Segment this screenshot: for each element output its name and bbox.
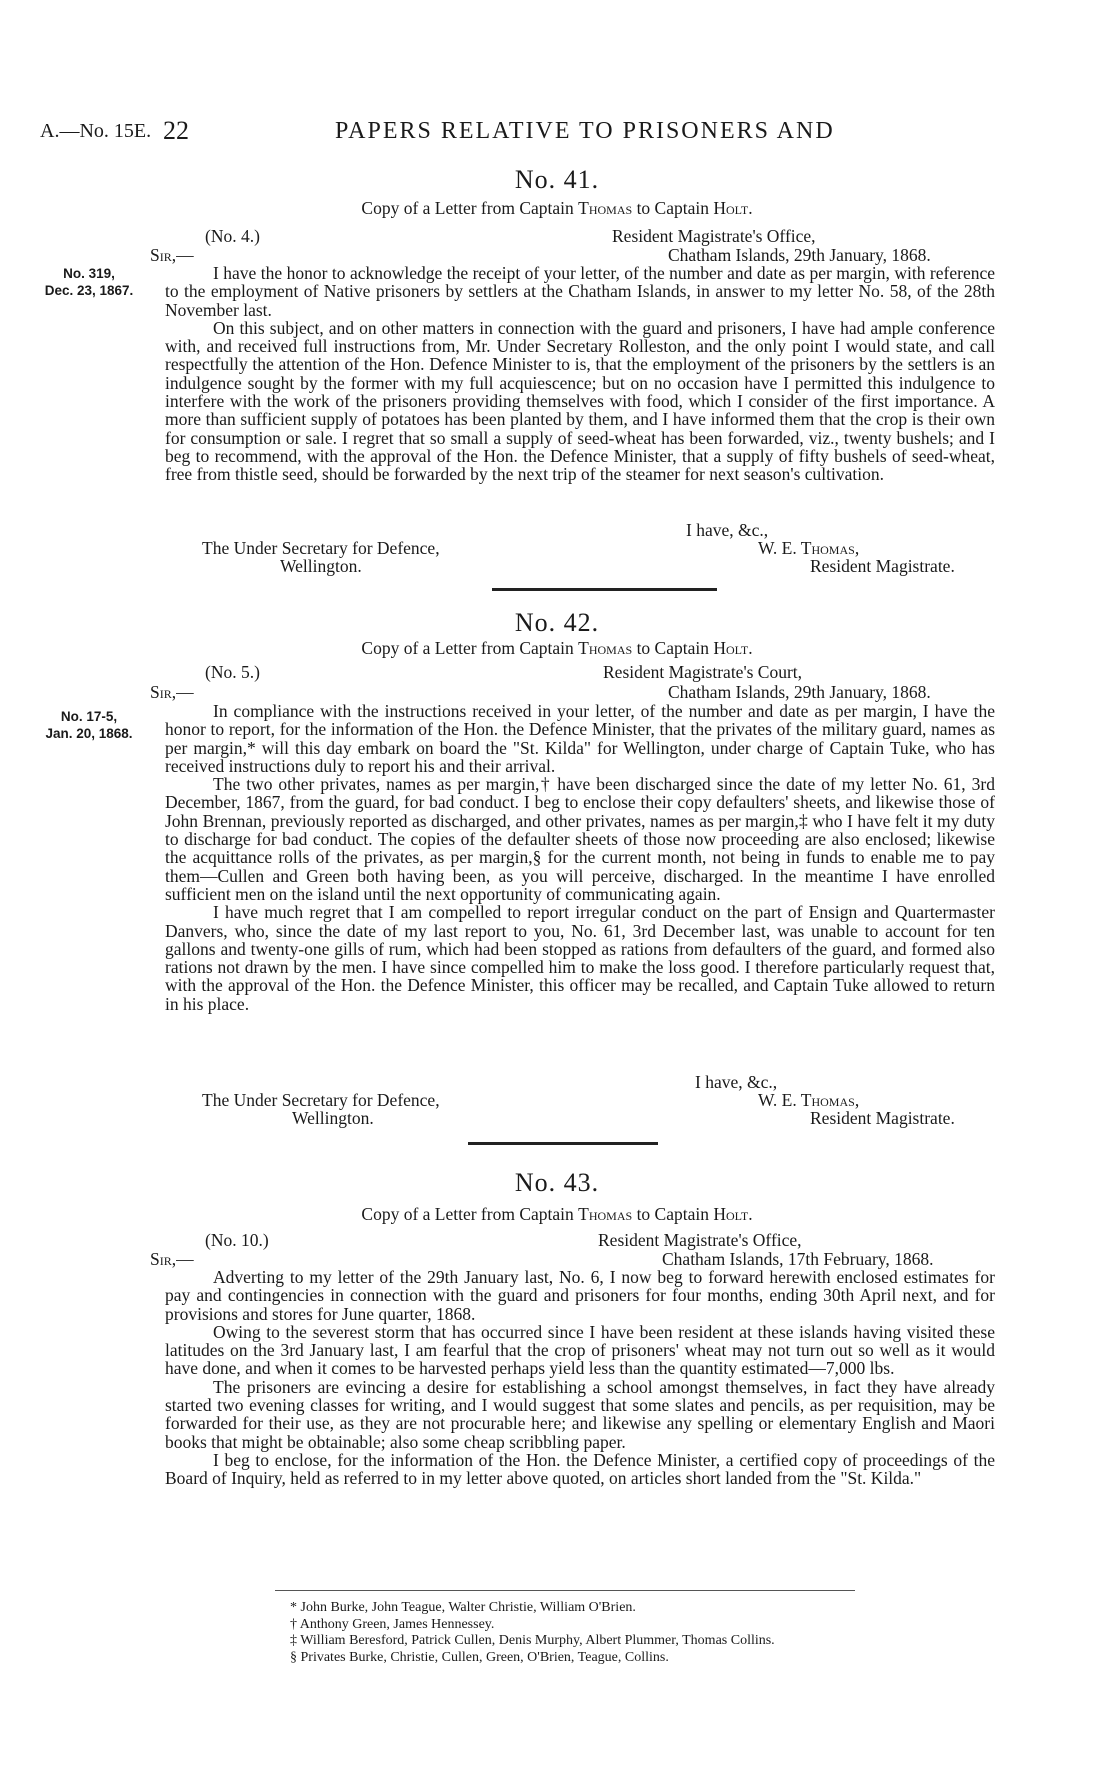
letter-ref-no: (No. 4.) [205,226,260,246]
paragraph: I have the honor to acknowledge the receipt of your letter, of the number and date as per margin, with reference to the employment of Native prisoners by settlers at the Chatham Islands, in answer to my letter No. 58, of the 28th November last. [165,263,995,320]
paragraph: The prisoners are evincing a desire for establishing a school amongst themselves, in fact they have already started two evening classes for writing, and I would suggest that some slates and pencils, as per requisition, may be forwarded for their use, as they are not procurable here; and likewise any spelling or elementary English and Maori books that might be obtainable; also some cheap scribbling paper. [165,1376,995,1452]
footnote: † Anthony Green, James Hennessey. [290,1616,495,1632]
margin-note: No. 319, Dec. 23, 1867. [44,266,134,298]
footnote: ‡ William Beresford, Patrick Cullen, Denis Murphy, Albert Plummer, Thomas Collins. [290,1633,775,1648]
addressee: The Under Secretary for Defence, [202,1090,440,1110]
divider-rule [492,588,717,591]
paragraph: I beg to enclose, for the information of the Hon. the Defence Minister, a certified copy of proceedings of the Board of Inquiry, held as referred to in my letter above quoted, on articles short landed from the "St. Kilda." [165,1449,995,1489]
letter-closing: I have, &c., [686,520,769,540]
letter-ref-no: (No. 10.) [205,1230,269,1250]
signature: W. E. Thomas, [758,1090,860,1110]
signature-title: Resident Magistrate. [810,556,955,576]
paragraph: I have much regret that I am compelled to report irregular conduct on the part of Ensign and Quartermaster Danvers, who, since the date of my last report to you, No. 61, 3rd December last, was unable to account for ten gallons and twenty-one gills of rum, which had been stopped as rations from defaulters of the guard, and formed also rations not drawn by the men. I have since compelled him to make the loss good. I therefore particularly request that, with the approval of the Hon. the Defence Minister, this officer may be recalled, and Captain Tuke allowed to return in his place. [165,902,995,1014]
footnote-rule [275,1590,855,1591]
salutation: Sir,— [150,1249,194,1269]
salutation: Sir,— [150,245,194,265]
letter-body [165,702,995,1013]
addressee-place: Wellington. [292,1108,374,1128]
footnote: * John Burke, John Teague, Walter Christie, William O'Brien. [290,1600,636,1615]
paragraph: In compliance with the instructions received in your letter, of the number and date as per margin, I have the honor to report, for the information of the Hon. the Defence Minister, that the privates of the military guard, names as per margin,* will this day embark on board the "St. Kilda" for Wellington, under charge of Captain Tuke, who has received instructions duly to report his and their arrival. [165,701,995,776]
letter-ref-no: (No. 5.) [205,662,260,682]
running-title: PAPERS RELATIVE TO PRISONERS AND [335,118,835,144]
paragraph: On this subject, and on other matters in connection with the guard and prisoners, I have had ample conference with, and received full instructions from, Mr. Under Secretary Rolleston, and the only point I would state, and call respectfully the attention of the Hon. Defence Minister to is, that the employment of the prisoners by the settlers is an indulgence sought by the former with my full acquiescence; but on no occasion have I permitted this indulgence to interfere with the work of the prisoners providing themselves with food, which I consider of the first importance. A more than sufficient supply of potatoes has been planted by them, and I have informed them that the crop is their own for consumption or sale. I regret that so small a supply of seed-wheat has been forwarded, viz., twenty bushels; and I beg to recommend, with the approval of the Hon. the Defence Minister, that a supply of fifty bushels of seed-wheat, free from thistle seed, should be forwarded by the next trip of the steamer for next season's cultivation. [165,317,995,485]
letter-closing: I have, &c., [695,1072,778,1092]
margin-note: No. 17-5, Jan. 20, 1868. [45,709,133,741]
document-ref: A.—No. 15E. [40,120,152,142]
letter-number: No. 43. [514,1168,600,1197]
signature: W. E. Thomas, [758,538,860,558]
letter-place-date: Chatham Islands, 29th January, 1868. [668,245,931,265]
addressee-place: Wellington. [280,556,362,576]
running-header [0,116,1114,150]
divider-rule [468,1142,658,1145]
letter-office: Resident Magistrate's Office, [598,1230,802,1250]
letter-number: No. 42. [514,608,600,637]
addressee: The Under Secretary for Defence, [202,538,440,558]
page-number: 22 [163,116,189,145]
footnotes [290,1600,775,1666]
signature-title: Resident Magistrate. [810,1108,955,1128]
letter-body [165,264,995,484]
paragraph: Adverting to my letter of the 29th January last, No. 6, I now beg to forward herewith enclosed estimates for pay and contingencies in connection with the guard and prisoners for four months, ending 30th April next, and for provisions and stores for June quarter, 1868. [165,1267,995,1324]
letter-body [165,1268,995,1488]
letter-place-date: Chatham Islands, 17th February, 1868. [662,1249,934,1269]
salutation: Sir,— [150,682,194,702]
paragraph: The two other privates, names as per margin,† have been discharged since the date of my letter No. 61, 3rd December, 1867, from the guard, for bad conduct. I beg to enclose their copy defaulters' sheets, and likewise those of John Brennan, previously reported as discharged, and other privates, names as per margin,‡ who I have felt it my duty to discharge for bad conduct. The copies of the defaulter sheets of those now proceeding are also enclosed; likewise the acquittance rolls of the privates, as per margin,§ for the current month, not being in funds to enable me to pay them—Cullen and Green both having been, as you will perceive, discharged. In the meantime I have enrolled sufficient men on the island until the next opportunity of communicating again. [165,774,995,904]
paragraph: Owing to the severest storm that has occurred since I have been resident at these islands having visited these latitudes on the 3rd January last, I am fearful that the crop of prisoners' wheat may not turn out so well as it would have done, and when it comes to be harvested perhaps yield less than the quantity estimated—7,000 lbs. [165,1321,995,1379]
letter-place-date: Chatham Islands, 29th January, 1868. [668,682,931,702]
letter-office: Resident Magistrate's Court, [603,662,803,682]
letter-subtitle: Copy of a Letter from Captain Thomas to Captain Holt. [361,638,753,658]
letter-subtitle: Copy of a Letter from Captain Thomas to Captain Holt. [361,1204,753,1224]
footnote: § Privates Burke, Christie, Cullen, Green, O'Brien, Teague, Collins. [290,1649,669,1665]
letter-number: No. 41. [514,165,600,194]
letter-subtitle: Copy of a Letter from Captain Thomas to Captain Holt. [361,198,753,218]
letter-office: Resident Magistrate's Office, [612,226,816,246]
